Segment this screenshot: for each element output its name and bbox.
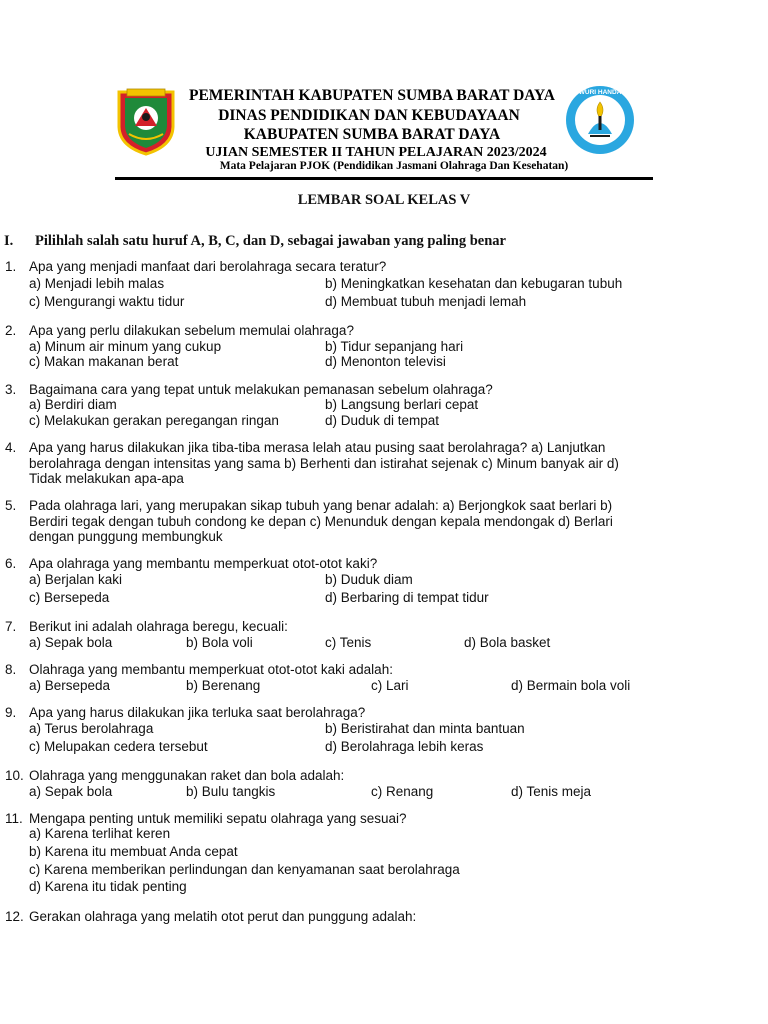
option-a: a) Terus berolahraga [29, 721, 154, 736]
option-a: a) Berjalan kaki [29, 572, 123, 587]
option-b: b) Bulu tangkis [186, 784, 276, 799]
option-a: a) Karena terlihat keren [29, 826, 171, 841]
question-stem: Apa yang harus dilakukan jika terluka saat berolahraga? [29, 705, 366, 720]
header-department: DINAS PENDIDIKAN DAN KEBUDAYAAN [218, 107, 520, 124]
question-number: 11. [5, 811, 23, 826]
option-c: c) Bersepeda [29, 590, 110, 605]
option-c: c) Renang [371, 784, 434, 799]
question-stem: Apa olahraga yang membantu memperkuat otot-otot kaki? [29, 556, 378, 571]
option-b: b) Tidur sepanjang hari [325, 339, 464, 354]
option-b: b) Langsung berlari cepat [325, 397, 479, 412]
question-number: 1. [5, 259, 17, 274]
header-subject: Mata Pelajaran PJOK (Pendidikan Jasmani Olahraga Dan Kesehatan) [219, 160, 569, 172]
question-stem: Bagaimana cara yang tepat untuk melakukan pemanasan sebelum olahraga? [29, 382, 493, 397]
question-number: 10. [5, 768, 24, 783]
option-b: b) Beristirahat dan minta bantuan [325, 721, 525, 736]
question-number: 12. [5, 909, 24, 924]
question-number: 4. [5, 440, 17, 455]
question-stem: Berikut ini adalah olahraga beregu, kecuali: [29, 619, 288, 634]
option-a: a) Sepak bola [29, 784, 113, 799]
logo-motto-text: TUT WURI HANDAYANI [564, 89, 636, 96]
question-stem: Olahraga yang membantu memperkuat otot-otot kaki adalah: [29, 662, 393, 677]
question-stem: Olahraga yang menggunakan raket dan bola adalah: [29, 768, 345, 783]
instruction-text: Pilihlah salah satu huruf A, B, C, dan D, sebagai jawaban yang paling benar [35, 233, 506, 249]
question-number: 7. [5, 619, 17, 634]
option-c: c) Karena memberikan perlindungan dan kenyamanan saat berolahraga [29, 862, 460, 877]
option-b: b) Karena itu membuat Anda cepat [29, 844, 238, 859]
option-d: d) Menonton televisi [325, 354, 446, 369]
question-number: 6. [5, 556, 17, 571]
option-c: c) Mengurangi waktu tidur [29, 294, 185, 309]
question-stem: Apa yang harus dilakukan jika tiba-tiba merasa lelah atau pusing saat berolahraga? a) Lanjutkan berolahraga dengan intensitas yang sama b) Berhenti dan istirahat sejenak c) Minum banyak air d) Tidak melakukan apa-apa [29, 440, 619, 486]
option-c: c) Melupakan cedera tersebut [29, 739, 208, 754]
option-d: d) Berolahraga lebih keras [325, 739, 484, 754]
option-c: c) Lari [371, 678, 409, 693]
option-b: b) Berenang [186, 678, 261, 693]
question-number: 2. [5, 323, 17, 338]
option-d: d) Bermain bola voli [511, 678, 631, 693]
page-title: LEMBAR SOAL KELAS V [297, 192, 471, 208]
option-d: d) Karena itu tidak penting [29, 879, 187, 894]
option-d: d) Berbaring di tempat tidur [325, 590, 489, 605]
option-a: a) Sepak bola [29, 635, 113, 650]
option-c: c) Makan makanan berat [29, 354, 179, 369]
option-d: d) Bola basket [464, 635, 551, 650]
question-number: 5. [5, 498, 17, 513]
tut-wuri-handayani-logo-icon [564, 84, 636, 156]
header-government: PEMERINTAH KABUPATEN SUMBA BARAT DAYA [188, 87, 556, 104]
header-exam: UJIAN SEMESTER II TAHUN PELAJARAN 2023/2024 [205, 145, 547, 160]
question-number: 3. [5, 382, 17, 397]
question-stem: Apa yang perlu dilakukan sebelum memulai olahraga? [29, 323, 354, 338]
option-c: c) Melakukan gerakan peregangan ringan [29, 413, 279, 428]
question-number: 9. [5, 705, 17, 720]
question-stem: Gerakan olahraga yang melatih otot perut dan punggung adalah: [29, 909, 417, 924]
option-a: a) Berdiri diam [29, 397, 117, 412]
option-a: a) Menjadi lebih malas [29, 276, 165, 291]
option-d: d) Duduk di tempat [325, 413, 440, 428]
option-c: c) Tenis [325, 635, 372, 650]
question-stem: Pada olahraga lari, yang merupakan sikap tubuh yang benar adalah: a) Berjongkok saat berlari b) Berdiri tegak dengan tubuh condong ke depan c) Menunduk dengan kepala mendongak d) Berlari dengan punggung membungkuk [29, 498, 613, 544]
section-instruction [4, 233, 506, 250]
option-a: a) Minum air minum yang cukup [29, 339, 222, 354]
option-b: b) Meningkatkan kesehatan dan kebugaran tubuh [325, 276, 623, 291]
header-regency: KABUPATEN SUMBA BARAT DAYA [243, 126, 501, 143]
section-number: I. [4, 233, 14, 249]
question-number: 8. [5, 662, 17, 677]
option-d: d) Membuat tubuh menjadi lemah [325, 294, 527, 309]
document-header [0, 0, 768, 190]
option-a: a) Bersepeda [29, 678, 111, 693]
option-d: d) Tenis meja [511, 784, 592, 799]
option-b: b) Bola voli [186, 635, 253, 650]
question-stem: Mengapa penting untuk memiliki sepatu olahraga yang sesuai? [29, 811, 407, 826]
question-stem: Apa yang menjadi manfaat dari berolahraga secara teratur? [29, 259, 387, 274]
option-b: b) Duduk diam [325, 572, 413, 587]
header-divider [115, 177, 653, 180]
